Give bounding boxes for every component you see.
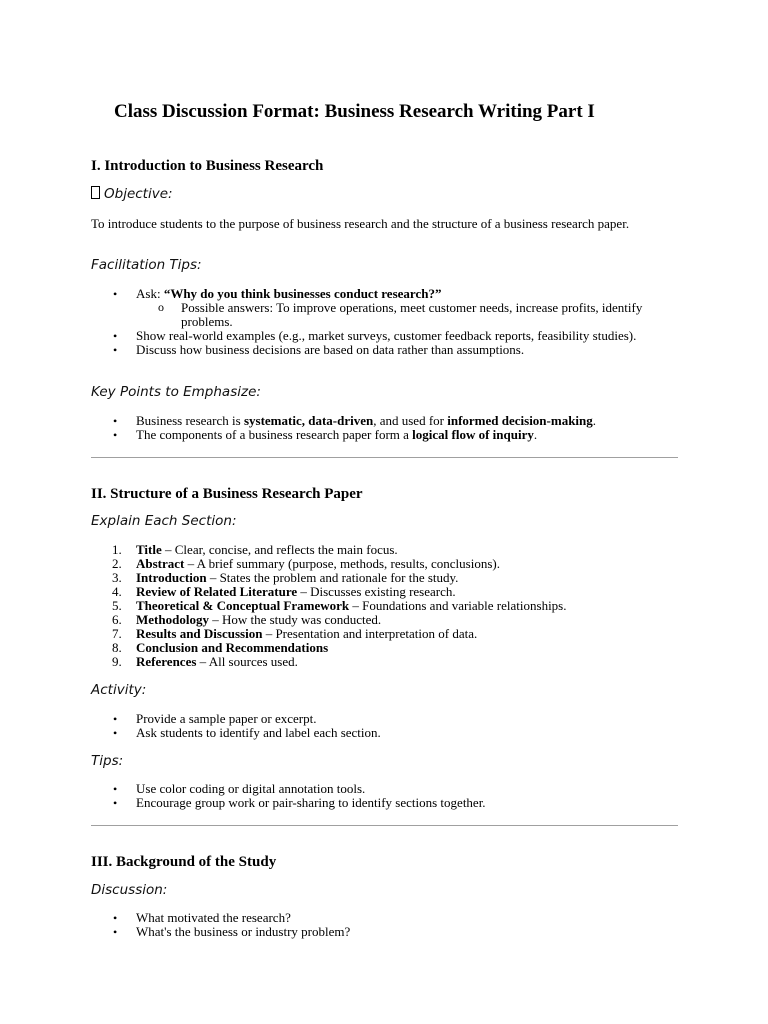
list-item: • Business research is systematic, data-driven, and used for informed decision-making. [91,414,679,428]
tips-list [91,782,679,810]
list-item: • Ask: “Why do you think businesses conduct research?” o Possible answers: To improve operations, meet customer needs, increase profits, identify problems. [91,287,679,329]
section-1-heading: I. Introduction to Business Research [91,158,324,174]
sub-list-item: o Possible answers: To improve operations, meet customer needs, increase profits, identify problems. [136,301,679,329]
discussion-list [91,911,679,939]
list-item: • Show real-world examples (e.g., market surveys, customer feedback reports, feasibility studies). [91,329,679,343]
list-item: • Ask students to identify and label each section. [91,726,679,740]
discussion-label: Discussion: [91,882,168,898]
list-item: 4. Review of Related Literature – Discusses existing research. [112,584,456,599]
facilitation-tips-label: Facilitation Tips: [91,257,202,273]
list-item: 8. Conclusion and Recommendations [112,640,329,655]
objective-text: To introduce students to the purpose of business research and the structure of a business research paper. [91,216,630,231]
list-item: • The components of a business research paper form a logical flow of inquiry. [91,428,679,442]
list-item: • Encourage group work or pair-sharing to identify sections together. [91,796,679,810]
list-item: 5. Theoretical & Conceptual Framework – Foundations and variable relationships. [112,598,567,613]
missing-glyph-icon [91,186,100,199]
list-item: • Use color coding or digital annotation tools. [91,782,679,796]
list-item: 9. References – All sources used. [112,654,298,669]
paper-sections-list [91,543,679,669]
objective-label: Objective: [91,186,173,202]
activity-label: Activity: [91,682,147,698]
list-item: • Discuss how business decisions are based on data rather than assumptions. [91,343,679,357]
list-item: 3. Introduction – States the problem and rationale for the study. [112,570,459,585]
ask-question: “Why do you think businesses conduct research?” [163,286,442,301]
section-2-heading: II. Structure of a Business Research Paper [91,486,363,502]
list-item: 2. Abstract – A brief summary (purpose, methods, results, conclusions). [112,556,500,571]
explain-sections-label: Explain Each Section: [91,513,237,529]
list-item: 6. Methodology – How the study was conducted. [112,612,382,627]
document-title: Class Discussion Format: Business Research Writing Part I [114,101,595,122]
section-3-heading: III. Background of the Study [91,854,277,870]
list-item: 7. Results and Discussion – Presentation and interpretation of data. [112,626,478,641]
section-divider [91,457,678,458]
list-item: 1. Title – Clear, concise, and reflects the main focus. [112,542,398,557]
activity-list [91,712,679,740]
sub-list [136,301,679,329]
list-item: • What motivated the research? [91,911,679,925]
key-points-label: Key Points to Emphasize: [91,384,261,400]
tips-label: Tips: [91,753,124,769]
list-item: • What's the business or industry problem? [91,925,679,939]
key-points-list [91,414,679,442]
facilitation-tips-list [91,287,679,357]
list-item: • Provide a sample paper or excerpt. [91,712,679,726]
section-divider [91,825,678,826]
